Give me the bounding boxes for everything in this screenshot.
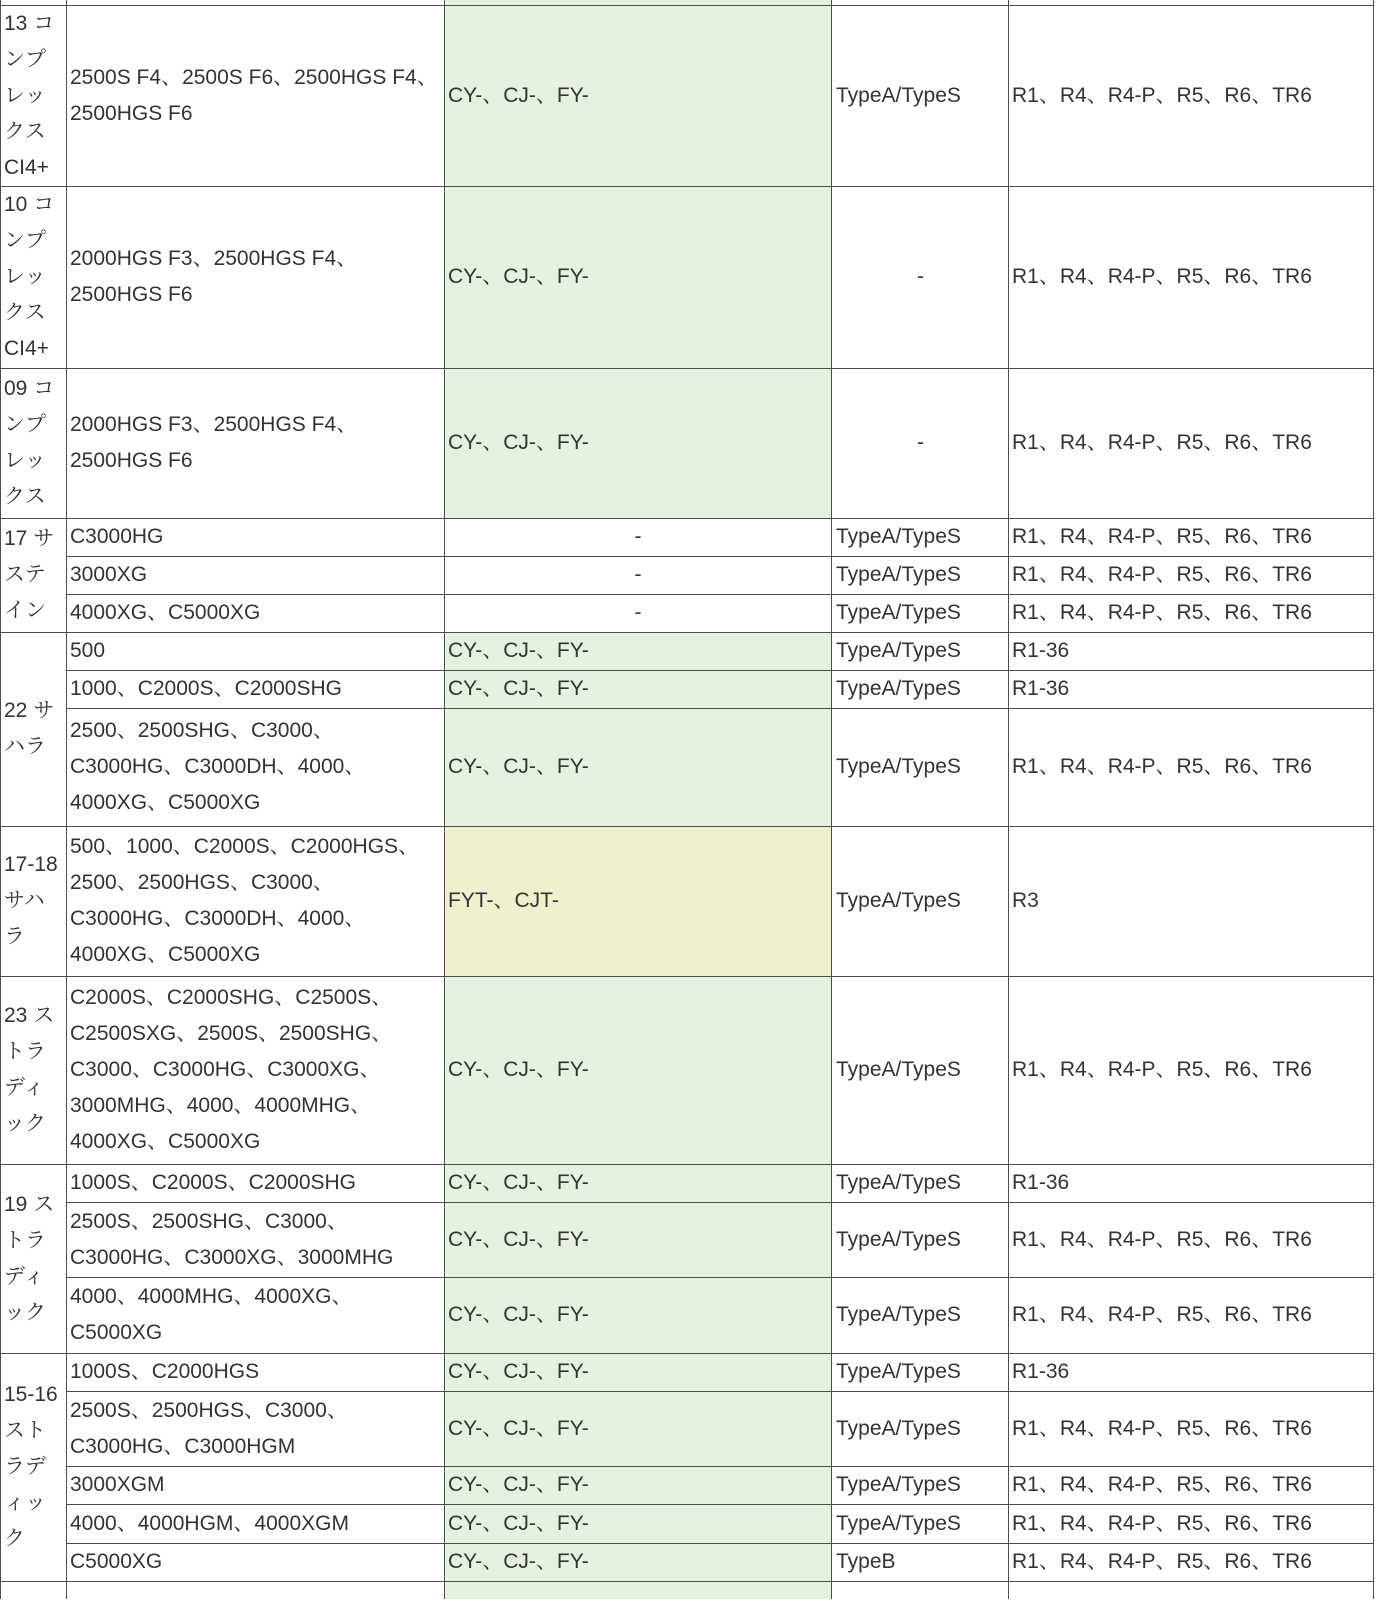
parts-cell: R1、R4、R4-P、R5、R6、TR6 bbox=[1009, 1202, 1374, 1277]
code-prefix-cell: CY-、CJ-、FY- bbox=[445, 1466, 832, 1504]
models-cell: 4000、4000HGM、4000XGM bbox=[67, 1504, 445, 1543]
code-prefix-cell: CY-、CJ-、FY- bbox=[445, 1504, 832, 1543]
code-prefix-cell: CY-、CJ-、FY- bbox=[445, 1353, 832, 1391]
type-cell: TypeA/TypeS bbox=[832, 518, 1009, 556]
parts-cell bbox=[1009, 1581, 1374, 1599]
code-prefix-cell: - bbox=[445, 518, 832, 556]
parts-cell: R1、R4、R4-P、R5、R6、TR6 bbox=[1009, 1277, 1374, 1353]
parts-cell: R3 bbox=[1009, 826, 1374, 976]
table-row bbox=[1, 1504, 1374, 1543]
table-row bbox=[1, 594, 1374, 632]
type-cell bbox=[832, 1581, 1009, 1599]
parts-cell: R1、R4、R4-P、R5、R6、TR6 bbox=[1009, 186, 1374, 368]
code-prefix-cell: FYT-、CJT- bbox=[445, 826, 832, 976]
code-prefix-cell bbox=[445, 1581, 832, 1599]
type-cell: TypeA/TypeS bbox=[832, 670, 1009, 708]
series-cell: 09 コンプレックス bbox=[1, 368, 67, 518]
code-prefix-cell: - bbox=[445, 594, 832, 632]
series-cell: 17-18 サハラ bbox=[1, 826, 67, 976]
type-cell: TypeA/TypeS bbox=[832, 1391, 1009, 1466]
code-prefix-cell: CY-、CJ-、FY- bbox=[445, 976, 832, 1164]
table-row bbox=[1, 1353, 1374, 1391]
type-cell: TypeA/TypeS bbox=[832, 826, 1009, 976]
type-cell: TypeB bbox=[832, 1543, 1009, 1581]
models-cell: 3000XGM bbox=[67, 1466, 445, 1504]
table-row bbox=[1, 1543, 1374, 1581]
models-cell: 3000XG bbox=[67, 556, 445, 594]
parts-cell: R1-36 bbox=[1009, 670, 1374, 708]
series-cell: 17 サステイン bbox=[1, 518, 67, 632]
type-cell: TypeA/TypeS bbox=[832, 5, 1009, 186]
code-prefix-cell: - bbox=[445, 556, 832, 594]
models-cell: 1000S、C2000HGS bbox=[67, 1353, 445, 1391]
table-row bbox=[1, 518, 1374, 556]
series-cell: 13 コンプレックスCI4+ bbox=[1, 5, 67, 186]
parts-cell: R1-36 bbox=[1009, 632, 1374, 670]
series-cell: 23 ストラディック bbox=[1, 976, 67, 1164]
parts-cell: R1、R4、R4-P、R5、R6、TR6 bbox=[1009, 368, 1374, 518]
models-cell: 2500、2500SHG、C3000、C3000HG、C3000DH、4000、4000XG、C5000XG bbox=[67, 708, 445, 826]
models-cell: 2500S、2500HGS、C3000、C3000HG、C3000HGM bbox=[67, 1391, 445, 1466]
parts-cell: R1-36 bbox=[1009, 1164, 1374, 1202]
models-cell: 2500S、2500SHG、C3000、C3000HG、C3000XG、3000MHG bbox=[67, 1202, 445, 1277]
models-cell: 2000HGS F3、2500HGS F4、2500HGS F6 bbox=[67, 368, 445, 518]
models-cell: C3000HG bbox=[67, 518, 445, 556]
parts-cell: R1、R4、R4-P、R5、R6、TR6 bbox=[1009, 1466, 1374, 1504]
type-cell: TypeA/TypeS bbox=[832, 1353, 1009, 1391]
parts-cell: R1、R4、R4-P、R5、R6、TR6 bbox=[1009, 1504, 1374, 1543]
code-prefix-cell: CY-、CJ-、FY- bbox=[445, 186, 832, 368]
parts-cell: R1、R4、R4-P、R5、R6、TR6 bbox=[1009, 708, 1374, 826]
type-cell: TypeA/TypeS bbox=[832, 1202, 1009, 1277]
table-row bbox=[1, 976, 1374, 1164]
series-cell bbox=[1, 1581, 67, 1599]
models-cell: C2000S、C2000SHG、C2500S、C2500SXG、2500S、2500SHG、C3000、C3000HG、C3000XG、3000MHG、4000、4000MHG、4000XG、C5000XG bbox=[67, 976, 445, 1164]
parts-cell: R1、R4、R4-P、R5、R6、TR6 bbox=[1009, 5, 1374, 186]
code-prefix-cell: CY-、CJ-、FY- bbox=[445, 1277, 832, 1353]
code-prefix-cell: CY-、CJ-、FY- bbox=[445, 670, 832, 708]
models-cell bbox=[67, 1581, 445, 1599]
table-row bbox=[1, 670, 1374, 708]
parts-cell: R1、R4、R4-P、R5、R6、TR6 bbox=[1009, 594, 1374, 632]
table-row bbox=[1, 186, 1374, 368]
code-prefix-cell: CY-、CJ-、FY- bbox=[445, 1164, 832, 1202]
table-row bbox=[1, 1277, 1374, 1353]
parts-cell: R1、R4、R4-P、R5、R6、TR6 bbox=[1009, 1543, 1374, 1581]
partial-row-bottom bbox=[1, 1581, 1374, 1599]
type-cell: TypeA/TypeS bbox=[832, 1164, 1009, 1202]
models-cell: 4000XG、C5000XG bbox=[67, 594, 445, 632]
type-cell: TypeA/TypeS bbox=[832, 632, 1009, 670]
series-cell: 22 サハラ bbox=[1, 632, 67, 826]
parts-cell: R1-36 bbox=[1009, 1353, 1374, 1391]
code-prefix-cell: CY-、CJ-、FY- bbox=[445, 1543, 832, 1581]
code-prefix-cell: CY-、CJ-、FY- bbox=[445, 368, 832, 518]
series-cell: 15-16 ストラディック bbox=[1, 1353, 67, 1581]
type-cell: TypeA/TypeS bbox=[832, 1504, 1009, 1543]
models-cell: 500 bbox=[67, 632, 445, 670]
table-row bbox=[1, 1202, 1374, 1277]
type-cell: TypeA/TypeS bbox=[832, 556, 1009, 594]
code-prefix-cell: CY-、CJ-、FY- bbox=[445, 1391, 832, 1466]
models-cell: 1000S、C2000S、C2000SHG bbox=[67, 1164, 445, 1202]
code-prefix-cell: CY-、CJ-、FY- bbox=[445, 1202, 832, 1277]
parts-cell: R1、R4、R4-P、R5、R6、TR6 bbox=[1009, 556, 1374, 594]
type-cell: - bbox=[832, 368, 1009, 518]
table-row bbox=[1, 556, 1374, 594]
table-row bbox=[1, 632, 1374, 670]
models-cell: C5000XG bbox=[67, 1543, 445, 1581]
parts-cell: R1、R4、R4-P、R5、R6、TR6 bbox=[1009, 976, 1374, 1164]
code-prefix-cell: CY-、CJ-、FY- bbox=[445, 708, 832, 826]
type-cell: TypeA/TypeS bbox=[832, 708, 1009, 826]
series-cell: 19 ストラディック bbox=[1, 1164, 67, 1353]
models-cell: 4000、4000MHG、4000XG、C5000XG bbox=[67, 1277, 445, 1353]
table-row bbox=[1, 708, 1374, 826]
code-prefix-cell: CY-、CJ-、FY- bbox=[445, 632, 832, 670]
table-body bbox=[1, 0, 1374, 1599]
series-cell: 10 コンプレックスCI4+ bbox=[1, 186, 67, 368]
table-row bbox=[1, 1391, 1374, 1466]
type-cell: - bbox=[832, 186, 1009, 368]
models-cell: 500、1000、C2000S、C2000HGS、2500、2500HGS、C3000、C3000HG、C3000DH、4000、4000XG、C5000XG bbox=[67, 826, 445, 976]
table-row bbox=[1, 1466, 1374, 1504]
code-prefix-cell: CY-、CJ-、FY- bbox=[445, 5, 832, 186]
parts-cell: R1、R4、R4-P、R5、R6、TR6 bbox=[1009, 518, 1374, 556]
models-cell: 2500S F4、2500S F6、2500HGS F4、2500HGS F6 bbox=[67, 5, 445, 186]
type-cell: TypeA/TypeS bbox=[832, 1277, 1009, 1353]
type-cell: TypeA/TypeS bbox=[832, 594, 1009, 632]
type-cell: TypeA/TypeS bbox=[832, 1466, 1009, 1504]
models-cell: 2000HGS F3、2500HGS F4、2500HGS F6 bbox=[67, 186, 445, 368]
models-cell: 1000、C2000S、C2000SHG bbox=[67, 670, 445, 708]
table-row bbox=[1, 368, 1374, 518]
table-row bbox=[1, 1164, 1374, 1202]
table-row bbox=[1, 5, 1374, 186]
parts-cell: R1、R4、R4-P、R5、R6、TR6 bbox=[1009, 1391, 1374, 1466]
type-cell: TypeA/TypeS bbox=[832, 976, 1009, 1164]
table-row bbox=[1, 826, 1374, 976]
